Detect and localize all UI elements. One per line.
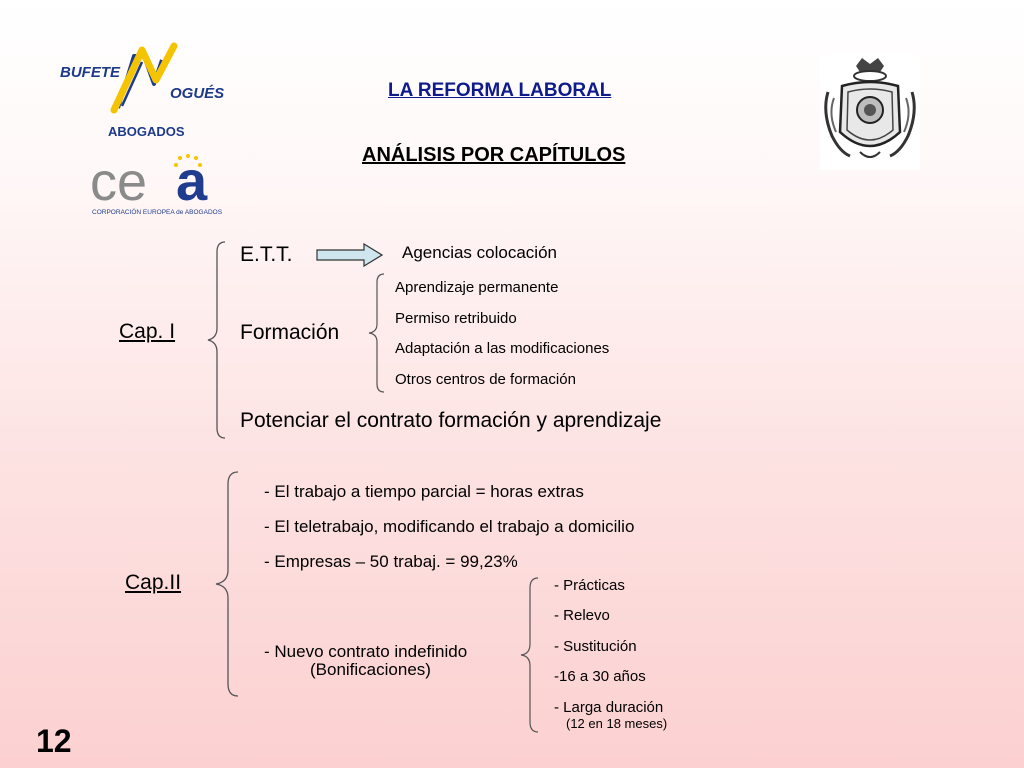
cea-logo-a: a [176,150,208,212]
right-arrow-icon [316,243,384,267]
cap2-label: Cap.II [125,571,182,594]
formacion-item: Aprendizaje permanente [395,279,559,296]
coat-of-arms-seal-icon [820,52,920,170]
formacion-brace [366,272,386,394]
contrato-brace [518,576,540,734]
contrato-item: -16 a 30 años [554,668,646,685]
cap2-bonificaciones: (Bonificaciones) [310,660,431,679]
logo-n-mark-yellow [114,46,174,110]
cap2-item: - El trabajo a tiempo parcial = horas extras [264,482,584,501]
cap1-ett-result: Agencias colocación [402,243,557,262]
cap1-potenciar: Potenciar el contrato formación y aprendizaje [240,409,662,432]
larga-duracion-note: (12 en 18 meses) [566,716,668,731]
cap2-item: - Empresas – 50 trabaj. = 99,23% [264,552,518,571]
cea-logo [88,150,233,220]
cap1-label: Cap. I [119,320,176,343]
formacion-item: Adaptación a las modificaciones [395,340,610,357]
logo-word-abogados: ABOGADOS [108,124,185,139]
logo-word-bufete: BUFETE [60,64,120,81]
slide-subtitle: ANÁLISIS POR CAPÍTULOS [362,144,626,166]
cap1-formacion: Formación [240,321,340,344]
cap2-nuevo-contrato: - Nuevo contrato indefinido [264,642,468,661]
bufete-nogues-logo [58,40,258,145]
cea-logo-caption: CORPORACIÓN EUROPEA de ABOGADOS [92,209,223,216]
contrato-item: - Larga duración [554,699,664,716]
contrato-item: - Relevo [554,607,610,624]
formacion-item: Permiso retribuido [395,310,517,327]
contrato-item: - Sustitución [554,638,637,655]
formacion-item: Otros centros de formación [395,371,576,388]
contrato-item: - Prácticas [554,577,625,594]
cap1-ett: E.T.T. [240,243,293,266]
page-number: 12 [36,723,72,759]
cap1-brace [205,240,227,440]
cap2-brace [212,470,240,698]
cap2-item: - El teletrabajo, modificando el trabajo a domicilio [264,517,635,536]
slide-title: LA REFORMA LABORAL [388,80,612,101]
logo-word-ogues: OGUÉS [170,85,225,102]
cea-logo-letters: ce [90,152,148,212]
